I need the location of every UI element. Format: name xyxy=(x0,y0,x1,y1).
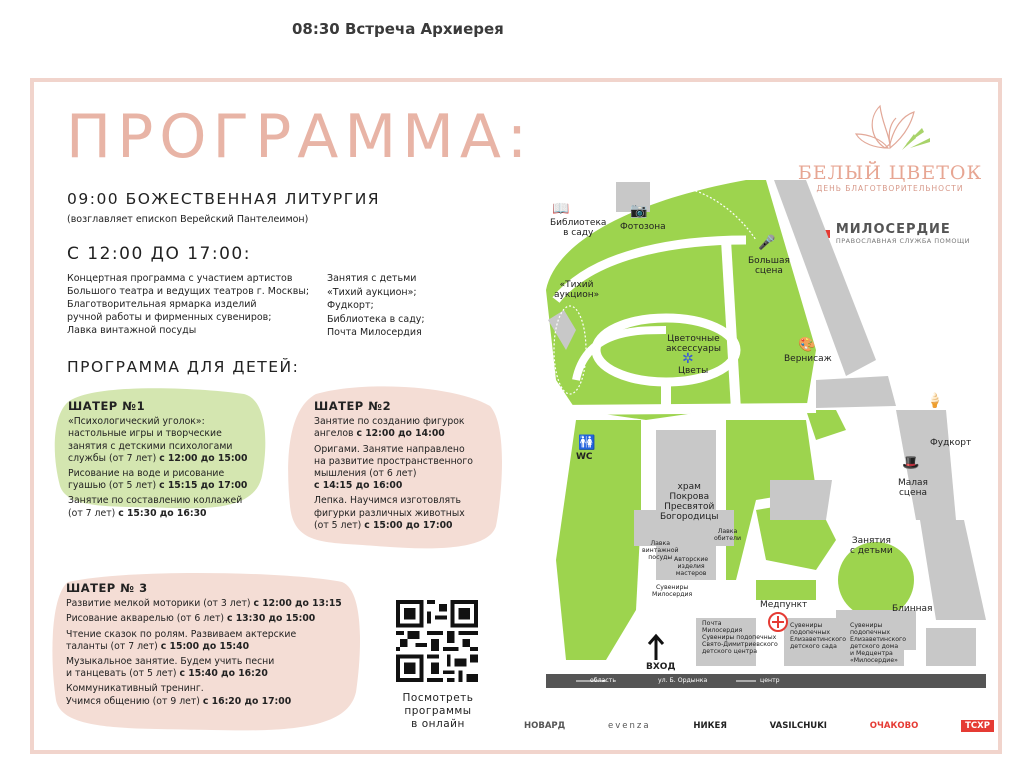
activity-text: таланты (от 7 лет) xyxy=(66,640,161,652)
map-label-vernissage: Вернисаж xyxy=(784,354,832,364)
palette-icon: 🎨 xyxy=(798,337,816,353)
list-item: «Тихий аукцион»; xyxy=(327,286,417,298)
map-street-name: ул. Б. Ордынка xyxy=(658,677,708,684)
food-icon: 🍦 xyxy=(926,393,944,409)
activity-time-line xyxy=(66,613,364,625)
map-label-souv-home: Сувениры подопечных Елизаветинского детского дома и Медцентра «Милосердие» xyxy=(850,622,907,664)
header-text: 08:30 Встреча Архиерея xyxy=(292,20,504,38)
activity-text: службы (от 7 лет) xyxy=(68,452,160,464)
map-label-flowers: Цветы xyxy=(678,366,709,376)
tent-activity xyxy=(314,416,504,440)
sponsor-logo: TCXP xyxy=(961,720,994,732)
qr-caption-line: Посмотреть xyxy=(402,692,474,704)
camera-icon: 📷 xyxy=(630,203,648,219)
activity-line: настольные игры и творческие xyxy=(68,428,222,440)
afternoon-list-a xyxy=(67,272,327,337)
sponsor-logo: VASILCHUKI xyxy=(769,721,827,731)
liturgy-subtitle: (возглавляет епископ Верейский Пантелеимон) xyxy=(67,214,309,225)
liturgy-title: 09:00 БОЖЕСТВЕННАЯ ЛИТУРГИЯ xyxy=(67,190,381,208)
activity-line: Коммуникативный тренинг. xyxy=(66,683,204,695)
map-street-right: центр xyxy=(760,677,780,684)
map-label-souvenirs: Сувениры Милосердия xyxy=(652,584,693,598)
map-label-photo: Фотозона xyxy=(620,222,666,232)
lily-flower-icon xyxy=(840,98,940,162)
activity-time: с 16:20 до 17:00 xyxy=(202,695,292,707)
hat-icon: 🎩 xyxy=(902,455,920,471)
qr-caption-line: программы xyxy=(404,705,472,717)
activity-time: с 15:00 до 17:00 xyxy=(364,519,453,531)
map-label-auction: «Тихий аукцион» xyxy=(554,280,600,300)
map-label-foodcourt: Фудкорт xyxy=(930,438,972,448)
map-label-church: храм Покрова Пресвятой Богородицы xyxy=(660,482,719,522)
tent-3-title: ШАТЕР № 3 xyxy=(66,581,148,595)
tent-1 xyxy=(54,386,268,519)
activity-time: с 13:30 до 15:00 xyxy=(226,613,316,625)
activity-time-line xyxy=(66,641,364,653)
activity-text: Учимся общению (от 9 лет) xyxy=(66,695,203,707)
activity-text: (от 7 лет) xyxy=(68,507,119,519)
tent-activity xyxy=(68,468,268,492)
map-label-entrance: ВХОД xyxy=(646,662,676,672)
logo-subtitle: ДЕНЬ БЛАГОТВОРИТЕЛЬНОСТИ xyxy=(816,184,964,193)
activity-line: «Психологический уголок»: xyxy=(68,416,205,428)
venue-map xyxy=(516,180,994,708)
activity-line: Музыкальное занятие. Будем учить песни xyxy=(66,656,275,668)
tent-activity xyxy=(314,444,504,493)
list-item: Лавка винтажной посуды xyxy=(67,325,197,336)
activity-time-line xyxy=(66,598,364,610)
activity-time: с 12:00 до 14:00 xyxy=(356,428,445,440)
list-item: Большого театра и ведущих театров г. Москвы; xyxy=(67,286,310,297)
tent-activity xyxy=(66,629,364,653)
activity-line: Оригами. Занятие направлено xyxy=(314,443,465,455)
activity-line: Занятие по созданию фигурок xyxy=(314,416,465,428)
activity-time: с 15:00 до 15:40 xyxy=(160,640,250,652)
activity-line: Рисование на воде и рисование xyxy=(68,468,225,480)
map-label-big-stage: Большая сцена xyxy=(748,256,790,276)
activity-text: и танцевать (от 5 лет) xyxy=(66,668,180,680)
list-item: ручной работы и фирменных сувениров; xyxy=(67,312,272,323)
tent-activity xyxy=(314,495,504,532)
book-icon: 📖 xyxy=(552,201,570,217)
miloserdie-subtitle: ПРАВОСЛАВНАЯ СЛУЖБА ПОМОЩИ xyxy=(835,237,970,246)
qr-caption-line: в онлайн xyxy=(411,718,465,730)
restroom-icon: 🚻 xyxy=(578,435,596,451)
activity-line: фигурки различных животных xyxy=(314,507,465,519)
activity-text: (от 5 лет) xyxy=(314,519,365,531)
kids-program-title: ПРОГРАММА ДЛЯ ДЕТЕЙ: xyxy=(67,358,300,376)
map-label-kids-classes: Занятия с детьми xyxy=(850,536,893,556)
activity-line: занятия с детскими психологами xyxy=(68,440,233,452)
list-item: Благотворительная ярмарка изделий xyxy=(67,299,257,310)
list-item: Занятия с детьми xyxy=(327,273,417,284)
activity-time-line xyxy=(66,696,364,708)
map-street-left: область xyxy=(590,677,617,684)
activity-line: Лепка. Научимся изготовлять xyxy=(314,495,461,507)
map-label-wc: WC xyxy=(576,452,593,462)
tent-2-title: ШАТЕР №2 xyxy=(314,399,392,413)
activity-time-line xyxy=(314,480,504,492)
afternoon-list-b xyxy=(327,272,487,340)
activity-line: мышления (от 6 лет) xyxy=(314,468,417,480)
poster-title: ПРОГРАММА: xyxy=(66,102,534,172)
map-label-flower-acc: Цветочные аксессуары xyxy=(666,334,721,354)
white-flower-logo xyxy=(790,98,990,193)
activity-line: Чтение сказок по ролям. Развиваем актерские xyxy=(66,628,297,640)
tent-activity xyxy=(66,656,364,680)
activity-text: Рисование акварелью (от 6 лет) xyxy=(66,613,227,625)
activity-text: ангелов xyxy=(314,428,357,440)
activity-time-line xyxy=(68,480,268,492)
tent-activity xyxy=(68,416,268,465)
sponsor-logo: evenza xyxy=(608,721,651,731)
map-label-pancake: Блинная xyxy=(892,604,933,614)
activity-line: Занятие по составлению коллажей xyxy=(68,495,243,507)
map-label-medpunkt: Медпункт xyxy=(760,600,808,610)
activity-time: с 15:30 до 16:30 xyxy=(118,507,207,519)
logo-title: БЕЛЫЙ ЦВЕТОК xyxy=(797,162,983,184)
sponsor-logos xyxy=(524,720,994,732)
activity-time-line xyxy=(314,520,504,532)
microphone-icon: 🎤 xyxy=(758,235,776,251)
list-item: Фудкорт; xyxy=(327,300,374,311)
map-label-post: Почта Милосердия Сувениры подопечных Свято-Димитриевского детского центра xyxy=(702,620,778,655)
qr-caption xyxy=(386,692,490,731)
activity-time-line xyxy=(68,508,268,520)
program-poster xyxy=(30,78,1002,754)
activity-time: с 14:15 до 16:00 xyxy=(314,480,403,492)
miloserdie-name: МИЛОСЕРДИЕ xyxy=(835,221,951,237)
list-item: Библиотека в саду; xyxy=(327,313,425,325)
activity-time-line xyxy=(66,668,364,680)
activity-time: с 15:15 до 17:00 xyxy=(159,480,248,492)
activity-time: с 12:00 до 15:00 xyxy=(159,452,248,464)
activity-text: Развитие мелкой моторики (от 3 лет) xyxy=(66,598,254,610)
activity-time: с 12:00 до 13:15 xyxy=(253,598,342,610)
map-label-souv-garden: Сувениры подопечных Елизаветинского детского сада xyxy=(790,622,847,650)
sponsor-logo: НИКЕЯ xyxy=(693,721,727,731)
flower-icon: ✲ xyxy=(682,351,694,367)
tent-activity xyxy=(66,598,364,610)
map-label-monastery-shop: Лавка обители xyxy=(714,528,742,542)
activity-time-line xyxy=(314,428,504,440)
activity-text: гуашью (от 5 лет) xyxy=(68,480,160,492)
sponsor-logo: НОВАРД xyxy=(524,721,566,731)
activity-time-line xyxy=(68,453,268,465)
tent-activity xyxy=(68,495,268,519)
tent-1-title: ШАТЕР №1 xyxy=(68,399,146,413)
tent-3 xyxy=(52,572,364,732)
map-label-author-items: Авторские изделия мастеров xyxy=(674,556,709,577)
tent-2 xyxy=(286,386,504,550)
activity-line: на развитие пространственного xyxy=(314,455,473,467)
afternoon-title: С 12:00 ДО 17:00: xyxy=(67,244,251,264)
map-label-vintage-shop: Лавка винтажной посуды xyxy=(642,540,679,561)
list-item: Почта Милосердия xyxy=(327,327,422,338)
map-label-library: Библиотека в саду xyxy=(550,218,607,238)
tent-activity xyxy=(66,683,364,707)
tent-activity xyxy=(66,613,364,625)
activity-time: с 15:40 до 16:20 xyxy=(179,668,268,680)
qr-code[interactable] xyxy=(396,600,478,682)
map-label-small-stage: Малая сцена xyxy=(898,478,928,498)
list-item: Концертная программа с участием артистов xyxy=(67,273,293,284)
sponsor-logo: ОЧАКОВО xyxy=(869,721,919,731)
